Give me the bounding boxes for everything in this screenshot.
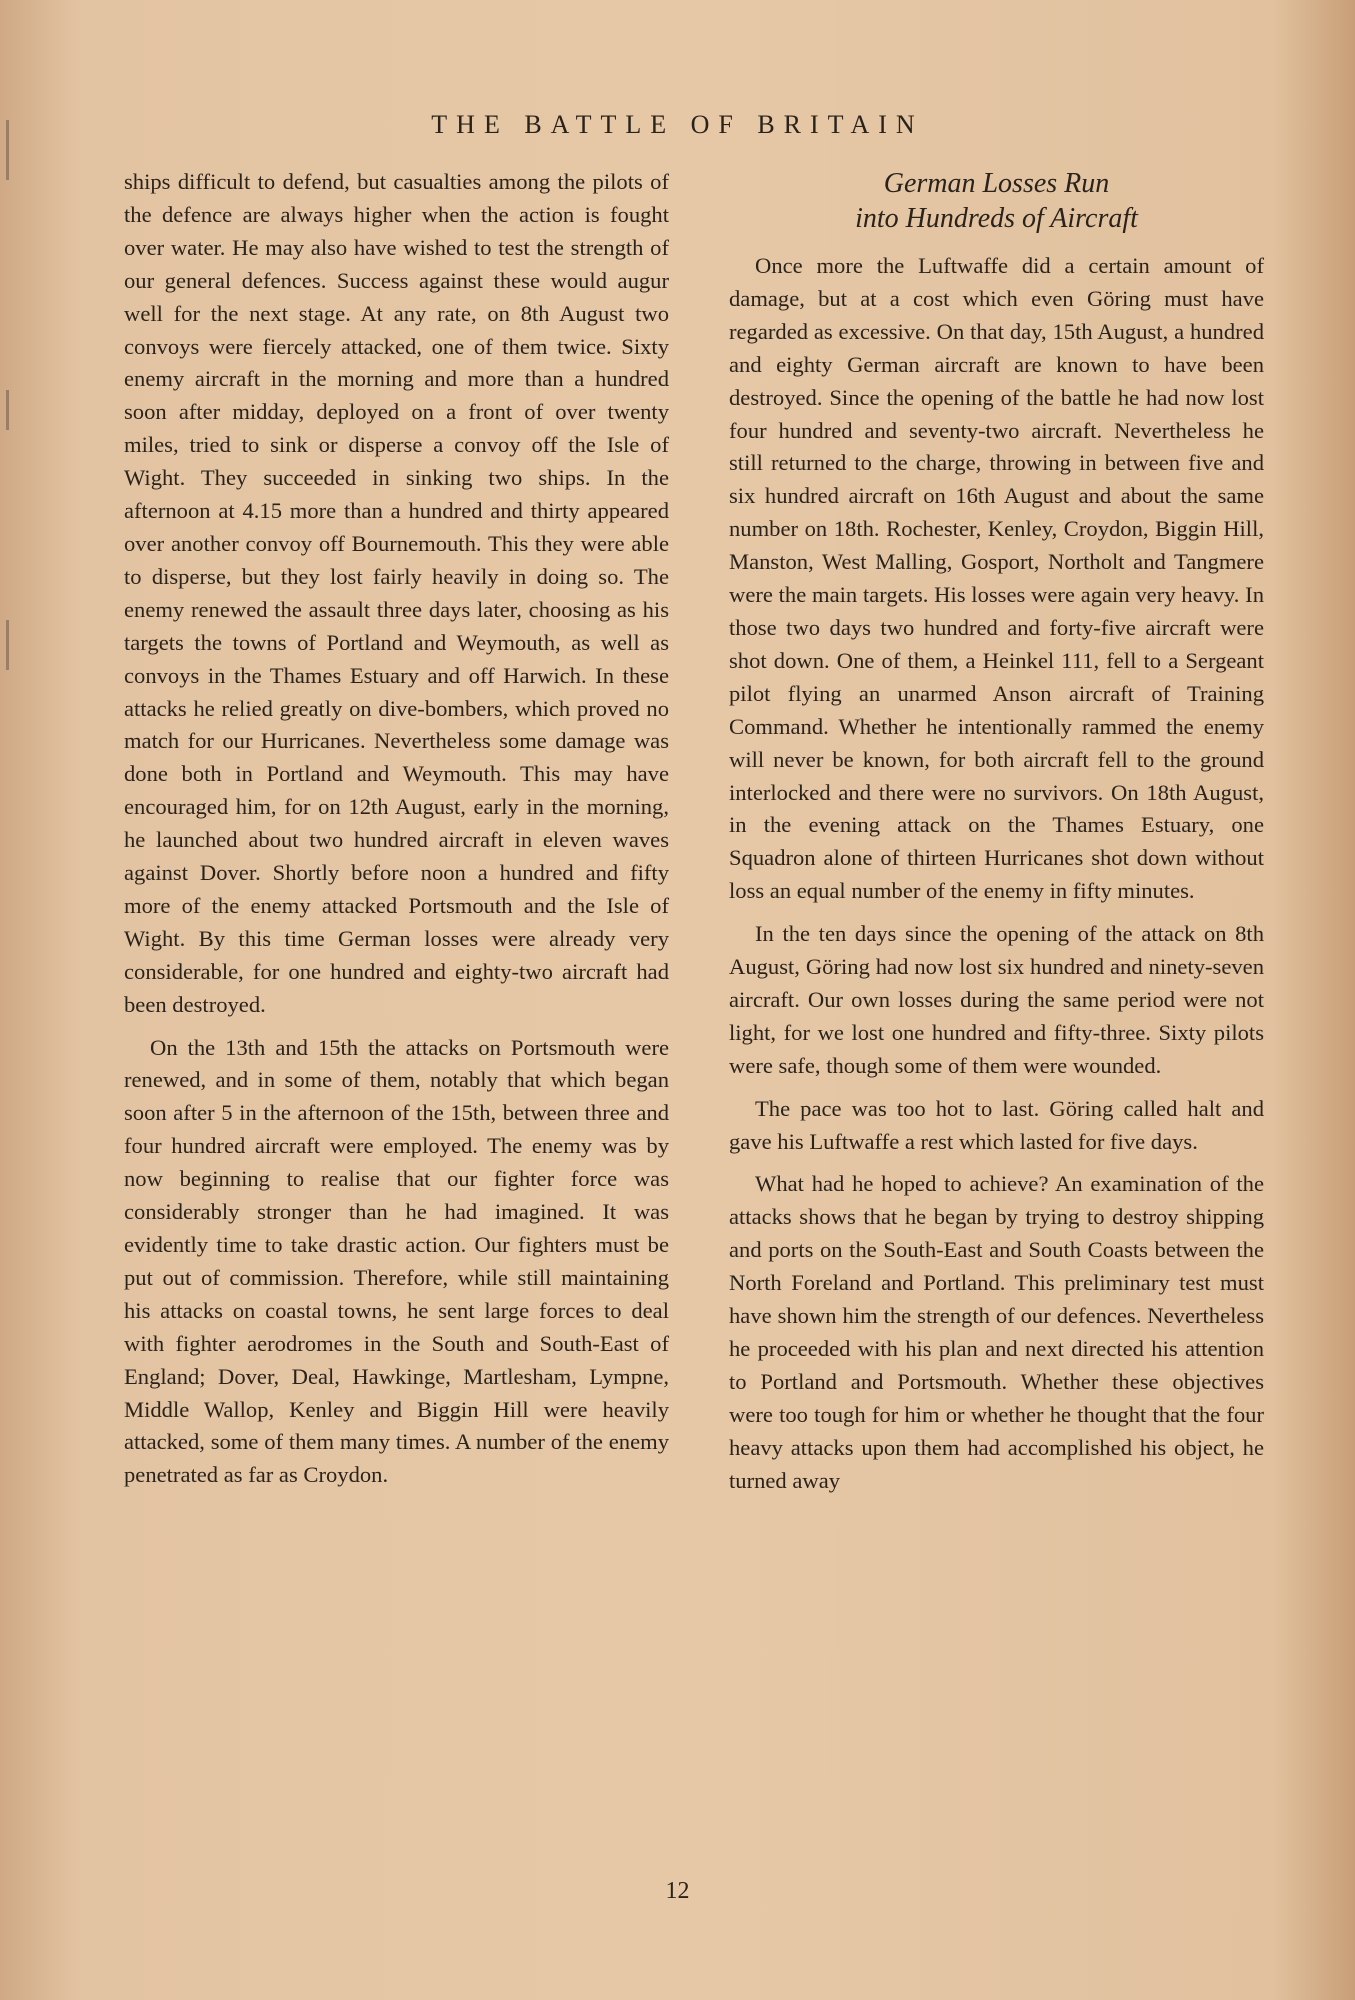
paragraph: On the 13th and 15th the attacks on Portsmouth were renewed, and in some of them, notably that which began soon after 5 in the afternoon of the 15th, between three and four hundred aircraft were employed. The enemy was by now beginning to realise that our fighter force was considerably stronger than he had imagined. It was evidently time to take drastic action. Our fighters must be put out of commission. Therefore, while still maintaining his attacks on coastal towns, he sent large forces to deal with fighter aerodromes in the South and South-East of England; Dover, Deal, Hawkinge, Martlesham, Lympne, Middle Wallop, Kenley and Biggin Hill were heavily attacked, some of them many times. A number of the enemy penetrated as far as Croydon. xyxy=(124,1034,669,1488)
paragraph: In the ten days since the opening of the attack on 8th August, Göring had now lost six hundred and ninety-seven aircraft. Our own losses during the same period were not light, for we lost one hundred and fifty-three. Sixty pilots were safe, though some of them were wounded. xyxy=(729,921,1264,1078)
subheading-line: into Hundreds of Aircraft xyxy=(855,203,1138,234)
page-edge-mark xyxy=(6,390,9,430)
paragraph: ships difficult to defend, but casualties among the pilots of the defence are always higher when the action is fought over water. He may also have wished to test the strength of our general defences. Success against these would augur well for the next stage. At any rate, on 8th August two convoys were fiercely attacked, one of them twice. Sixty enemy aircraft in the morning and more than a hundred soon after midday, deployed on a front of over twenty miles, tried to sink or disperse a convoy off the Isle of Wight. They succeeded in sinking two ships. In the afternoon at 4.15 more than a hundred and thirty appeared over another convoy off Bournemouth. This they were able to disperse, but they lost fairly heavily in doing so. The enemy renewed the assault three days later, choosing as his targets the towns of Portland and Weymouth, as well as convoys in the Thames Estuary and off Harwich. In these attacks he relied greatly on dive-bombers, which proved no match for our Hurricanes. Nevertheless some damage was done both in Portland and Weymouth. This may have encouraged him, for on 12th August, early in the morning, he launched about two hundred aircraft in eleven waves against Dover. Shortly before noon a hundred and fifty more of the enemy attacked Portsmouth and the Isle of Wight. By this time German losses were already very considerable, for one hundred and eighty-two aircraft had been destroyed. xyxy=(124,169,669,1017)
paragraph: What had he hoped to achieve? An examination of the attacks shows that he began by trying to destroy shipping and ports on the South-East and South Coasts between the North Foreland and Portland. This preliminary test must have shown him the strength of our defences. Nevertheless he proceeded with his plan and next directed his attention to Portland and Portsmouth. Whether these objectives were too tough for him or whether he thought that the four heavy attacks upon them had accomplished his object, he turned away xyxy=(729,1171,1264,1493)
page-edge-mark xyxy=(6,620,9,670)
left-column xyxy=(124,166,669,1502)
paragraph: The pace was too hot to last. Göring called halt and gave his Luftwaffe a rest which lasted for five days. xyxy=(729,1095,1264,1154)
subheading-line: German Losses Run xyxy=(883,168,1110,199)
paragraph: Once more the Luftwaffe did a certain amount of damage, but at a cost which even Göring must have regarded as excessive. On that day, 15th August, a hundred and eighty German aircraft are known to have been destroyed. Since the opening of the battle he had now lost four hundred and seventy-two aircraft. Nevertheless he still returned to the charge, throwing in between five and six hundred aircraft on 16th August and about the same number on 18th. Rochester, Kenley, Croydon, Biggin Hill, Manston, West Malling, Gosport, Northolt and Tangmere were the main targets. His losses were again very heavy. In those two days two hundred and forty-five aircraft were shot down. One of them, a Heinkel 111, fell to a Sergeant pilot flying an unarmed Anson aircraft of Training Command. Whether he intentionally rammed the enemy will never be known, for both aircraft fell to the ground interlocked and there were no survivors. On 18th August, in the evening attack on the Thames Estuary, one Squadron alone of thirteen Hurricanes shot down without loss an equal number of the enemy in fifty minutes. xyxy=(729,253,1264,904)
right-column xyxy=(729,166,1264,1508)
page-number: 12 xyxy=(665,1878,690,1904)
section-subheading xyxy=(729,166,1264,236)
running-title: THE BATTLE OF BRITAIN xyxy=(431,110,924,139)
